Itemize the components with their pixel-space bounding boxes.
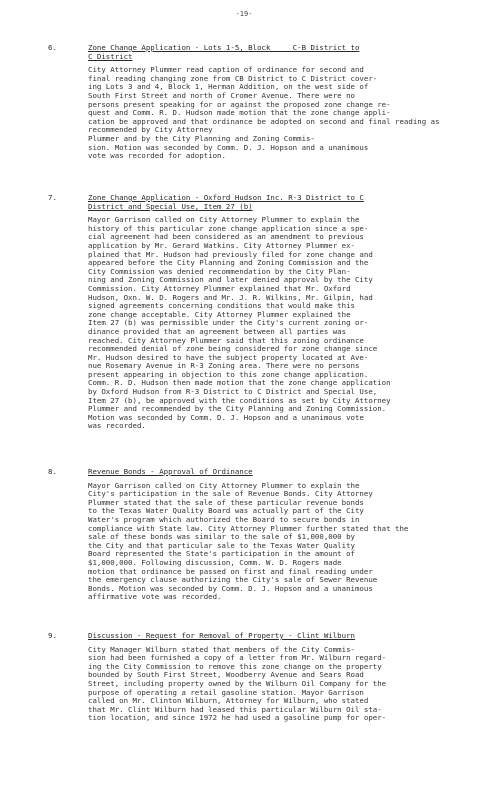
- section-body: City Attorney Plummer read caption of ordinance for second and final reading changing zone from CB District to C District cover- ing Lots 3 and 4, Block 1, Herman Addition, on the west side of South First Street and north of Cromer Avenue. There were no persons present speaking for or against the proposed zone change re- quest and Comm. R. D. Hudson made motion that the zone change appli- cation be approved and that ordinance be adopted on second and final reading as recommended by City Attorney Plummer and by the City Planning and Zoning Commis- sion. Motion was seconded by Comm. D. J. Hopson and a unanimous vote was recorded for adoption.: [88, 65, 440, 161]
- section-heading: Zone Change Application - Oxford Hudson Inc. R-3 District to C District and Special Use, Item 27 (b): [88, 193, 364, 211]
- page-number: -19-: [235, 10, 253, 18]
- section-number: 7.: [48, 193, 57, 202]
- section-body: Mayor Garrison called on City Attorney Plummer to explain the history of this particular zone change application since a spe- cial agreement had been considered as an amendment to previous application by Mr. Gerard Watkins. City Attorney Plummer ex- plained that Mr. Hudson had previously filed for zone change and appeared before the City Planning and Zoning Commission and the City Commission was denied recommendation by the City Plan- ning and Zoning Commission and later denied approval by the City Commission. City Attorney Plummer explained that Mr. Oxford Hudson, Oxn. W. D. Rogers and Mr. J. R. Wilkins, Mr. Gilpin, had signed agreements concerning conditions that would make this zone change acceptable. City Attorney Plummer explained the Item 27 (b) was permissible under the City's current zoning or- dinance provided that an agreement between all parties was reached. City Attorney Plummer said that this zoning ordinance recommended denial of zone being considered for zone change since Mr. Hudson desired to have the subject property located at Ave- nue Rosemary Avenue in R-3 Zoning area. There were no persons present appearing in objection to this zone change application. Comm. R. D. Hudson then made motion that the zone change application by Oxford Hudson from R-3 District to C District and Special Use, Item 27 (b), be approved with the conditions as set by City Attorney Plummer and recommended by the City Planning and Zoning Commission. Motion was seconded by Comm. D. J. Hopson and a unanimous vote was recorded.: [88, 215, 391, 431]
- section-removal-request: [48, 631, 452, 723]
- section-number: 9.: [48, 631, 57, 640]
- section-heading: Discussion - Request for Removal of Property - Clint Wilburn: [88, 631, 355, 640]
- section-body: City Manager Wilburn stated that members of the City Commis- sion had been furnished a copy of a letter from Mr. Wilburn regard- ing the City Commission to remove this zone change on the property bounded by South First Street, Woodberry Avenue and Sears Road Street, including property owned by the Wilburn Oil Company for the purpose of operating a retail gasoline station. Mayor Garrison called on Mr. Clinton Wilburn, Attorney for Wilburn, who stated that Mr. Clint Wilburn had leased this particular Wilburn Oil sta- tion location, and since 1972 he had used a gasoline pump for oper-: [88, 644, 387, 723]
- section-heading: Zone Change Application - Lots 1-5, Block ___ C-B District to C District: [88, 43, 360, 61]
- section-heading: Revenue Bonds - Approval of Ordinance: [88, 467, 253, 476]
- section-zone-change-cb: [48, 43, 452, 161]
- section-number: 6.: [48, 43, 57, 52]
- section-zone-change-hudson: [48, 193, 452, 431]
- section-number: 8.: [48, 467, 57, 476]
- section-body: Mayor Garrison called on City Attorney Plummer to explain the City's participation in the sale of Revenue Bonds. City Attorney Plummer stated that the sale of these particular revenue bonds to the Texas Water Quality Board was actually part of the City Water's program which authorized the Board to secure bonds in compliance with State law. City Attorney Plummer further stated that the sale of these bonds was similar to the sale of $1,000,000 by the City and that particular sale to the Texas Water Quality Board represented the State's participation in the amount of $1,000,000. Following discussion, Comm. W. D. Rogers made motion that ordinance be passed on first and final reading under the emergency clause authorizing the City's sale of Sewer Revenue Bonds. Motion was seconded by Comm. D. J. Hopson and a unanimous affirmative vote was recorded.: [88, 480, 409, 602]
- section-revenue-bonds: [48, 467, 452, 602]
